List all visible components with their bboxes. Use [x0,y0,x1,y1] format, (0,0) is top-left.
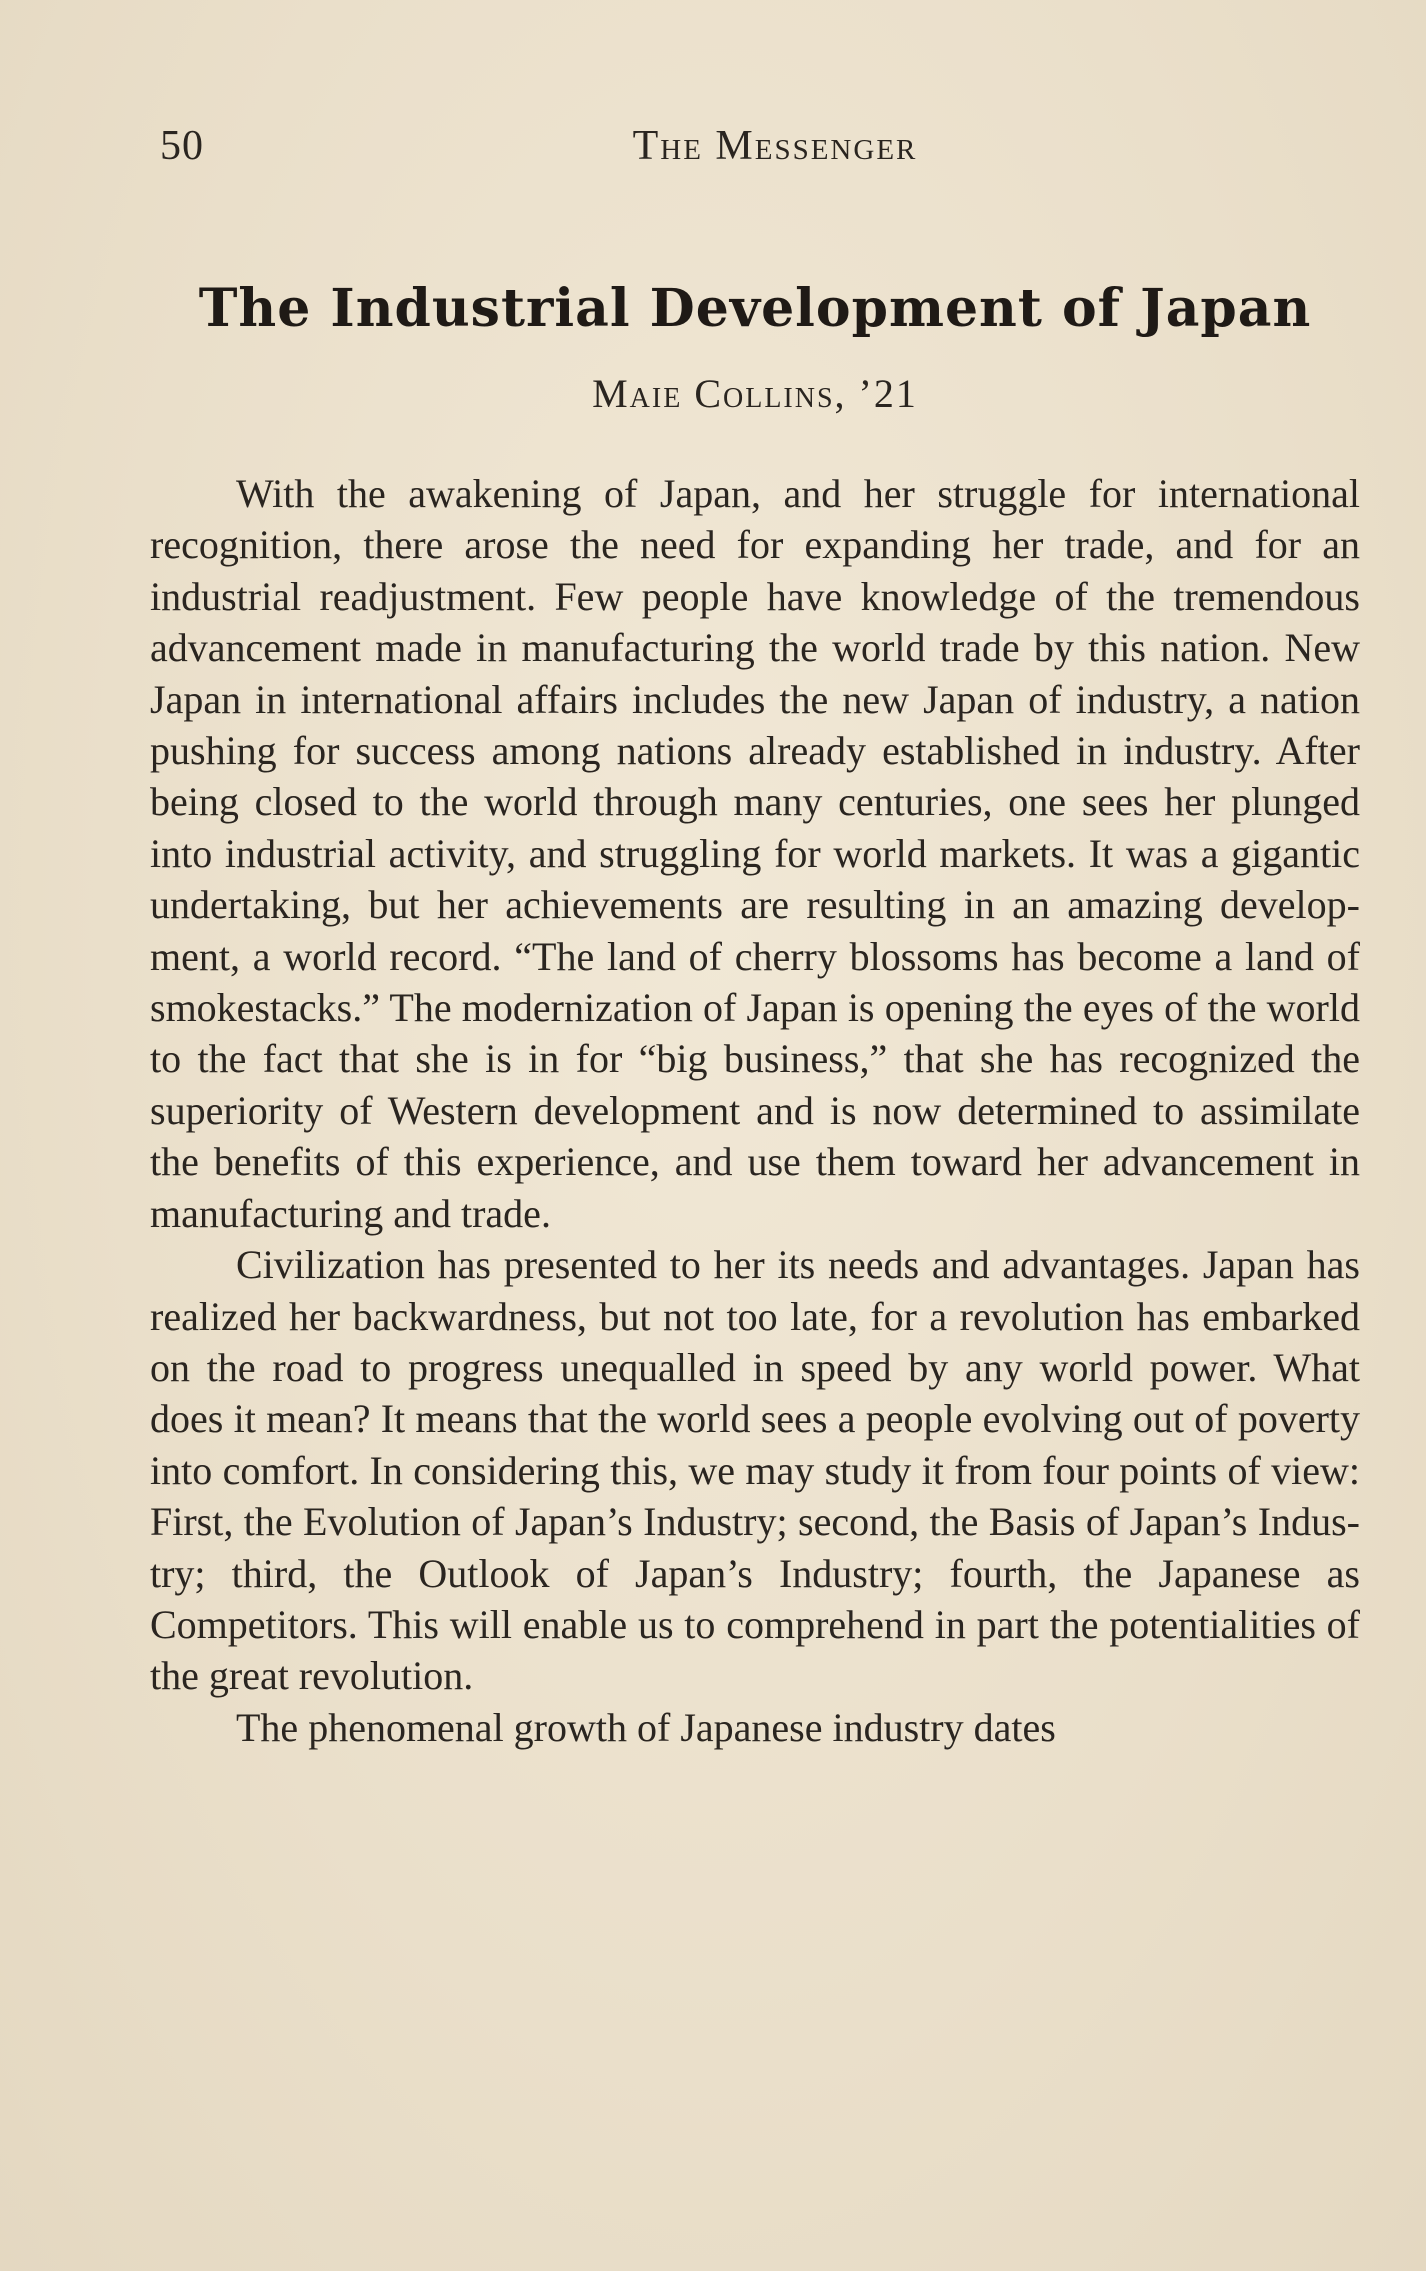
journal-title: The Messenger [632,123,918,169]
page-number: 50 [160,123,204,169]
paragraph-2: Civilization has presented to her its needs and advantages. Japan has realized her backwardness, but not too late, for a revolution has embarked on the road to progress unequalled in speed by any world power. What does it mean? It means that the world sees a people evolving out of poverty into comfort. In considering this, we may study it from four points of view: First, the Evolution of Japan’s Industry; second, the Basis of Japan’s Industry; third, the Outlook of Japan’s Industry; fourth, the Japanese as Competitors. This will enable us to comprehend in part the potentialities of the great revolution. [150,1242,1360,1699]
article-title: The Industrial Development of Japan [198,278,1312,339]
paragraph-3: The phenomenal growth of Japanese industry dates [236,1704,1056,1750]
running-head [160,122,1350,182]
paragraph-1: With the awakening of Japan, and her struggle for international recognition, there arose the need for expanding her trade, and for an industrial readjustment. Few people have knowledge of the tremendous advancement made in manufacturing the world trade by this nation. New Japan in international affairs includes the new Japan of industry, a nation pushing for success among nations already established in industry. After being closed to the world through many centuries, one sees her plunged into industrial activity, and struggling for world markets. It was a gigantic undertaking, but her achievements are resulting in an amazing development, a world record. “The land of cherry blossoms has become a land of smokestacks.” The modernization of Japan is opening the eyes of the world to the fact that she is in for “big business,” that she has recognized the superiority of Western development and is now determined to assimilate the benefits of this experience, and use them toward her advancement in manufacturing and trade. [150,471,1360,1236]
article-body [150,468,1360,1753]
author-byline: Maie Collins, ’21 [592,371,918,416]
